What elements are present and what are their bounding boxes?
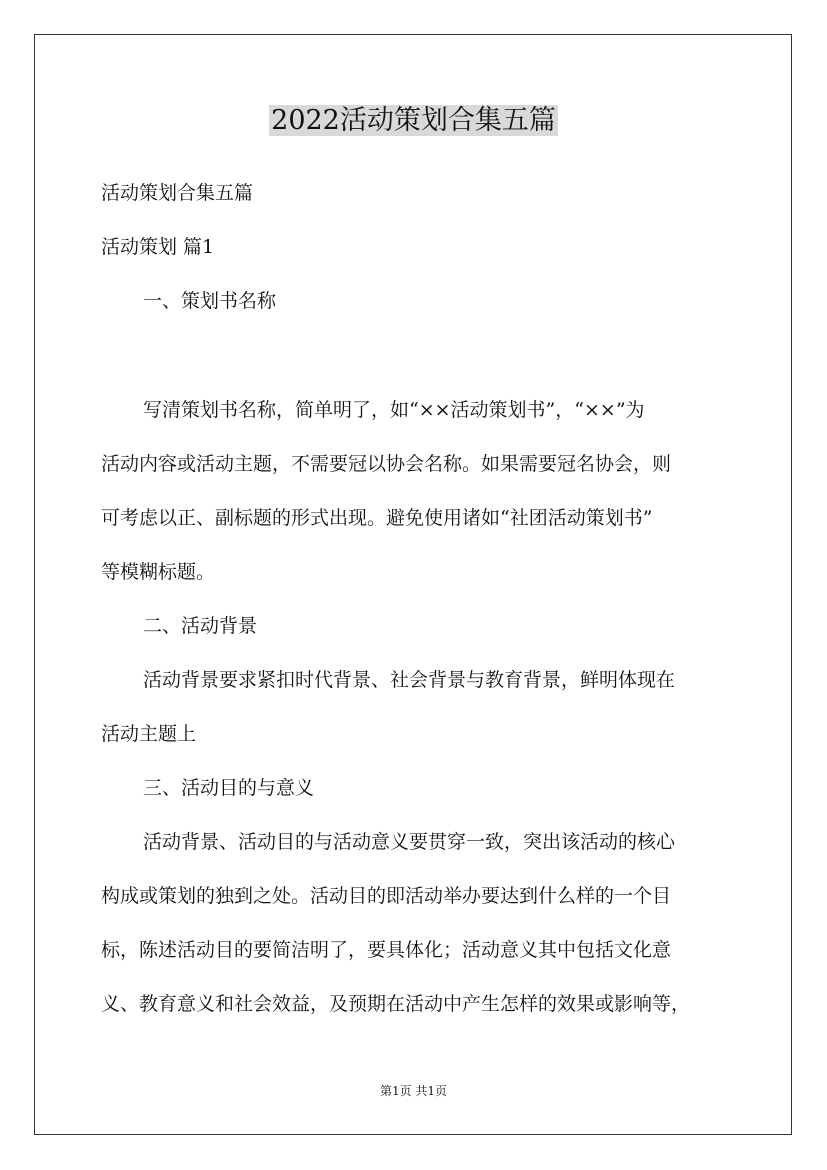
paragraph-line: 等模糊标题。 — [101, 561, 216, 583]
paragraph-line: 活动主题上 — [101, 723, 197, 745]
paragraph-line: 构成或策划的独到之处。活动目的即活动举办要达到什么样的一个目 — [101, 885, 672, 907]
paragraph-line: 义、教育意义和社会效益，及预期在活动中产生怎样的效果或影响等， — [101, 993, 691, 1015]
heading-background: 二、活动背景 — [143, 615, 258, 637]
paragraph-line: 标，陈述活动目的要简洁明了，要具体化；活动意义其中包括文化意 — [101, 939, 672, 961]
paragraph-line: 活动内容或活动主题，不需要冠以协会名称。如果需要冠名协会，则 — [101, 453, 672, 475]
page-footer: 第1页 共1页 — [379, 1084, 448, 1098]
paragraph-line: 活动背景要求紧扣时代背景、社会背景与教育背景，鲜明体现在 — [143, 669, 676, 691]
document-subtitle: 活动策划合集五篇 — [101, 182, 254, 204]
heading-purpose: 三、活动目的与意义 — [143, 777, 315, 799]
section-label: 活动策划 篇1 — [101, 236, 215, 258]
heading-plan-name: 一、策划书名称 — [143, 290, 277, 312]
paragraph-line: 写清策划书名称，简单明了，如“××活动策划书”，“××”为 — [143, 399, 645, 421]
document-title-text: 2022活动策划合集五篇 — [271, 105, 556, 136]
document-title — [0, 101, 827, 141]
paragraph-line: 活动背景、活动目的与活动意义要贯穿一致，突出该活动的核心 — [143, 831, 676, 853]
paragraph-line: 可考虑以正、副标题的形式出现。避免使用诸如“社团活动策划书” — [101, 507, 653, 529]
